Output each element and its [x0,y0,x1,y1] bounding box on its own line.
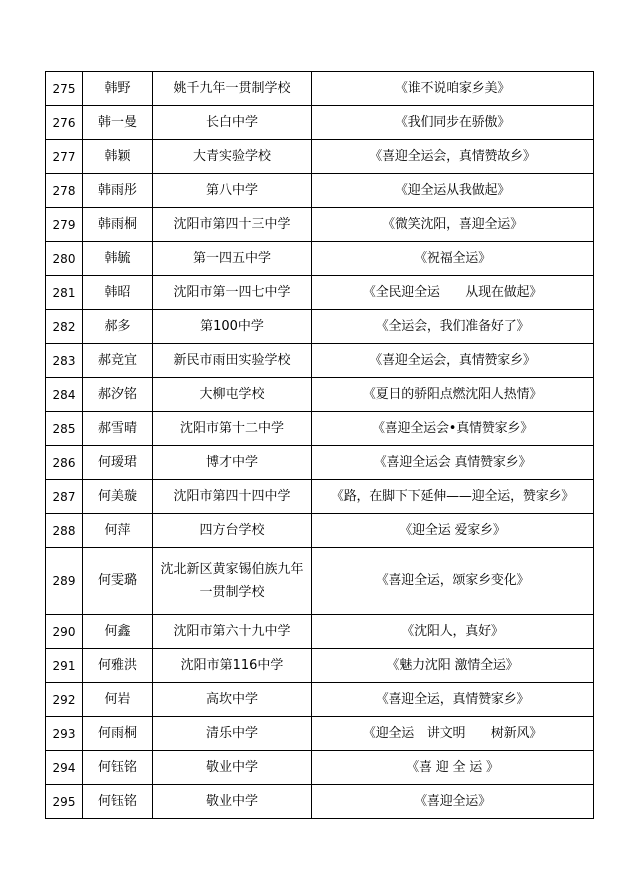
table-row [46,548,594,615]
essay-title-cell: 《迎全运 讲文明 树新风》 [312,717,594,751]
student-name-cell: 何钰铭 [83,785,153,819]
essay-title-cell: 《夏日的骄阳点燃沈阳人热情》 [312,378,594,412]
row-number-cell: 294 [46,751,83,785]
essay-title-cell: 《喜 迎 全 运 》 [312,751,594,785]
row-number-cell: 281 [46,276,83,310]
school-name-cell: 第八中学 [153,174,312,208]
school-name-cell: 敬业中学 [153,785,312,819]
student-name-cell: 韩一曼 [83,106,153,140]
school-name-cell: 沈阳市第四十三中学 [153,208,312,242]
table-row [46,276,594,310]
row-number-cell: 295 [46,785,83,819]
student-name-cell: 韩雨桐 [83,208,153,242]
row-number-cell: 286 [46,446,83,480]
row-number-cell: 292 [46,683,83,717]
student-name-cell: 何雅洪 [83,649,153,683]
student-name-cell: 何岩 [83,683,153,717]
school-name-cell: 沈阳市第十二中学 [153,412,312,446]
essay-title-cell: 《喜迎全运》 [312,785,594,819]
essay-title-cell: 《喜迎全运会，真情赞家乡》 [312,344,594,378]
school-name-cell: 沈阳市第116中学 [153,649,312,683]
student-name-cell: 郝汐铭 [83,378,153,412]
student-name-cell: 韩雨彤 [83,174,153,208]
school-name-cell: 姚千九年一贯制学校 [153,72,312,106]
student-name-cell: 郝多 [83,310,153,344]
student-name-cell: 郝雪晴 [83,412,153,446]
essay-title-cell: 《喜迎全运会 真情赞家乡》 [312,446,594,480]
essay-title-cell: 《喜迎全运会，真情赞故乡》 [312,140,594,174]
school-name-cell: 沈北新区黄家锡伯族九年一贯制学校 [153,548,312,615]
essay-title-cell: 《喜迎全运，颂家乡变化》 [312,548,594,615]
essay-title-cell: 《迎全运 爱家乡》 [312,514,594,548]
school-name-cell: 第100中学 [153,310,312,344]
essay-title-cell: 《路，在脚下下延伸——迎全运，赞家乡》 [312,480,594,514]
school-name-cell: 清乐中学 [153,717,312,751]
table-row [46,649,594,683]
essay-title-cell: 《魅力沈阳 激情全运》 [312,649,594,683]
row-number-cell: 278 [46,174,83,208]
row-number-cell: 291 [46,649,83,683]
participant-table-body [46,72,594,819]
row-number-cell: 284 [46,378,83,412]
school-name-cell: 沈阳市第六十九中学 [153,615,312,649]
student-name-cell: 何钰铭 [83,751,153,785]
student-name-cell: 何鑫 [83,615,153,649]
table-row [46,208,594,242]
row-number-cell: 290 [46,615,83,649]
student-name-cell: 何美璇 [83,480,153,514]
essay-title-cell: 《迎全运从我做起》 [312,174,594,208]
row-number-cell: 277 [46,140,83,174]
row-number-cell: 275 [46,72,83,106]
school-name-cell: 大青实验学校 [153,140,312,174]
school-name-cell: 沈阳市第四十四中学 [153,480,312,514]
row-number-cell: 285 [46,412,83,446]
table-row [46,480,594,514]
school-name-cell: 沈阳市第一四七中学 [153,276,312,310]
essay-title-cell: 《喜迎全运会•真情赞家乡》 [312,412,594,446]
table-row [46,683,594,717]
table-row [46,72,594,106]
table-row [46,344,594,378]
row-number-cell: 288 [46,514,83,548]
row-number-cell: 289 [46,548,83,615]
student-name-cell: 韩毓 [83,242,153,276]
table-row [46,751,594,785]
table-row [46,717,594,751]
student-name-cell: 韩颖 [83,140,153,174]
row-number-cell: 276 [46,106,83,140]
school-name-cell: 长白中学 [153,106,312,140]
student-name-cell: 何雨桐 [83,717,153,751]
row-number-cell: 280 [46,242,83,276]
school-name-cell: 敬业中学 [153,751,312,785]
row-number-cell: 279 [46,208,83,242]
student-name-cell: 韩野 [83,72,153,106]
essay-title-cell: 《我们同步在骄傲》 [312,106,594,140]
table-row [46,174,594,208]
essay-title-cell: 《沈阳人，真好》 [312,615,594,649]
row-number-cell: 293 [46,717,83,751]
student-name-cell: 郝竞宜 [83,344,153,378]
table-row [46,378,594,412]
student-name-cell: 韩昭 [83,276,153,310]
essay-title-cell: 《祝福全运》 [312,242,594,276]
student-name-cell: 何萍 [83,514,153,548]
essay-title-cell: 《喜迎全运，真情赞家乡》 [312,683,594,717]
table-row [46,106,594,140]
row-number-cell: 283 [46,344,83,378]
school-name-cell: 大柳屯学校 [153,378,312,412]
table-row [46,310,594,344]
table-row [46,514,594,548]
school-name-cell: 第一四五中学 [153,242,312,276]
row-number-cell: 282 [46,310,83,344]
table-row [46,242,594,276]
essay-title-cell: 《谁不说咱家乡美》 [312,72,594,106]
essay-title-cell: 《全民迎全运 从现在做起》 [312,276,594,310]
table-row [46,446,594,480]
school-name-cell: 新民市雨田实验学校 [153,344,312,378]
student-name-cell: 何雯璐 [83,548,153,615]
school-name-cell: 高坎中学 [153,683,312,717]
school-name-cell: 博才中学 [153,446,312,480]
participant-table [45,71,594,819]
student-name-cell: 何瑷珺 [83,446,153,480]
table-row [46,140,594,174]
row-number-cell: 287 [46,480,83,514]
essay-title-cell: 《微笑沈阳，喜迎全运》 [312,208,594,242]
table-row [46,615,594,649]
table-row [46,785,594,819]
essay-title-cell: 《全运会，我们准备好了》 [312,310,594,344]
school-name-cell: 四方台学校 [153,514,312,548]
table-row [46,412,594,446]
